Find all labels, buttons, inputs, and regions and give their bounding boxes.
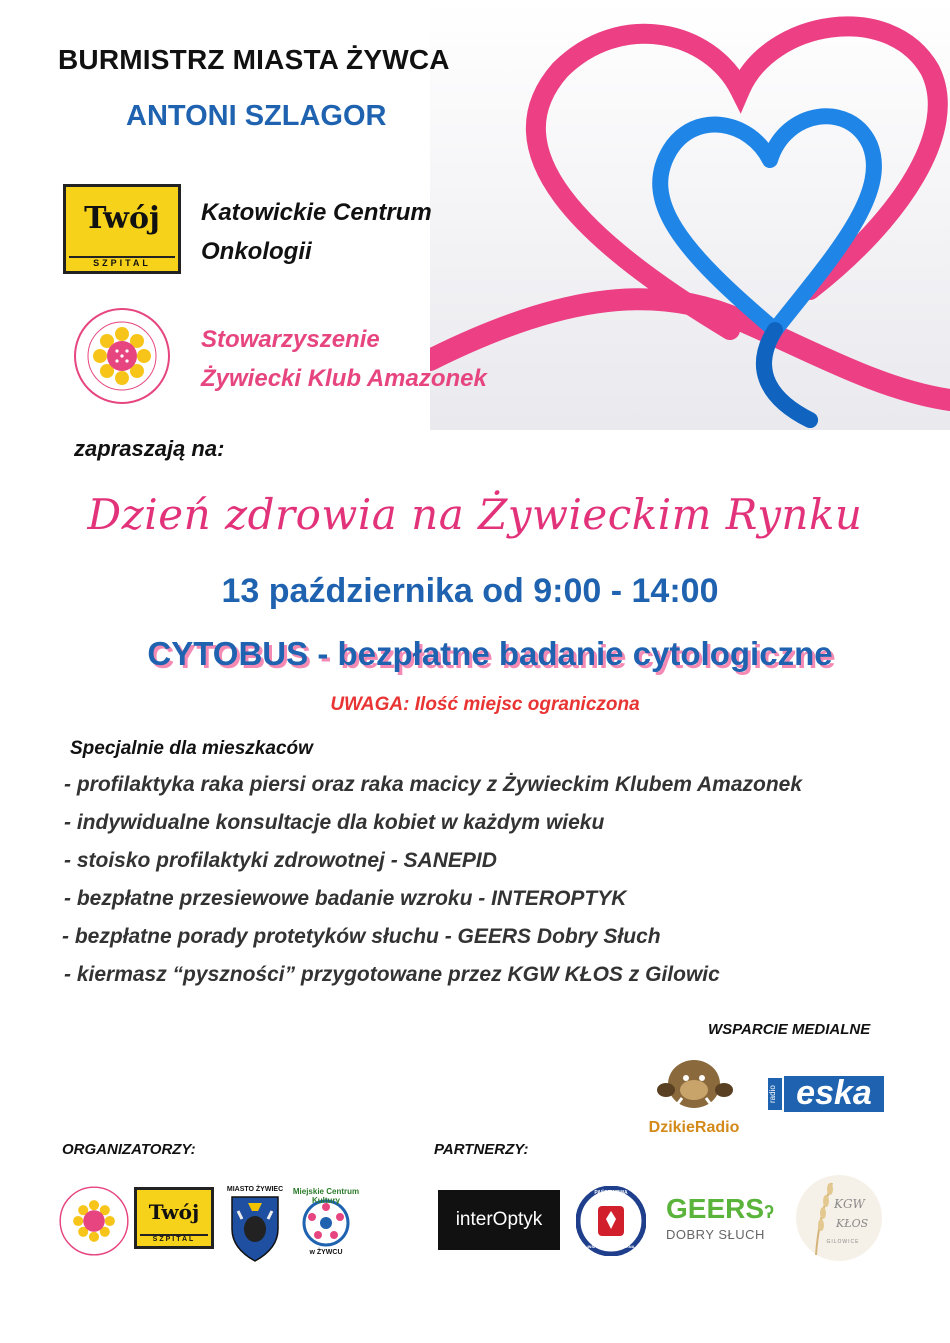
amazonki-name bbox=[201, 320, 487, 398]
twoj-szpital-logo bbox=[63, 184, 181, 274]
geers-logo bbox=[666, 1194, 784, 1244]
boar-icon bbox=[632, 1050, 756, 1114]
kgw-main: KGW bbox=[834, 1197, 865, 1211]
cytobus-headline: CYTOBUS - bezpłatne badanie cytologiczne bbox=[147, 635, 833, 672]
list-item: - bezpłatne porady protetyków słuchu - GEERS Dobry Słuch bbox=[62, 925, 661, 948]
geers-text bbox=[666, 1194, 784, 1227]
miasto-zywiec-label: MIASTO ŻYWIEC bbox=[226, 1186, 284, 1193]
kco-name bbox=[201, 193, 432, 271]
kgw-klos-logo bbox=[796, 1175, 882, 1261]
amazonki-name-line2: Żywiecki Klub Amazonek bbox=[201, 365, 487, 392]
geers-subtext: DOBRY SŁUCH bbox=[666, 1227, 765, 1242]
mck-text: Miejskie Centrum Kultury bbox=[292, 1187, 360, 1205]
interoptyk-text: interOptyk bbox=[455, 1209, 543, 1230]
amazonki-badge-logo bbox=[72, 306, 172, 406]
mck-city: w ŻYWCU bbox=[309, 1249, 343, 1256]
media-support-label: WSPARCIE MEDIALNE bbox=[708, 1021, 871, 1038]
sanepid-bottom-text: INSPEKCJA SANITARNA bbox=[587, 1244, 635, 1249]
amazonki-badge-footer bbox=[58, 1185, 130, 1257]
dzikie-radio-logo bbox=[632, 1050, 756, 1136]
geers-ear-icon: ʔ bbox=[764, 1202, 775, 1222]
mayor-name: ANTONI SZLAGOR bbox=[126, 100, 387, 132]
list-item: - bezpłatne przesiewowe badanie wzroku - INTEROPTYK bbox=[64, 887, 627, 910]
twoj-szpital-logo-footer bbox=[134, 1187, 214, 1249]
kgw-city: GILOWICE bbox=[826, 1239, 860, 1245]
warning-text: UWAGA: Ilość miejsc ograniczona bbox=[330, 694, 640, 715]
list-item: - profilaktyka raka piersi oraz raka macicy z Żywieckim Klubem Amazonek bbox=[64, 773, 803, 796]
sanepid-top-text: PAŃSTWOWA bbox=[594, 1190, 628, 1196]
mck-zywiec-logo bbox=[290, 1187, 362, 1259]
invite-text: zapraszają na: bbox=[74, 436, 225, 461]
sanepid-logo bbox=[576, 1186, 646, 1256]
dzikie-radio-text: DzikieRadio bbox=[648, 1119, 740, 1136]
program-intro: Specjalnie dla mieszkaców bbox=[70, 738, 313, 759]
interoptyk-logo bbox=[438, 1190, 560, 1250]
program-list bbox=[64, 770, 802, 998]
list-item: - indywidualne konsultacje dla kobiet w każdym wieku bbox=[64, 811, 605, 834]
organizers-label: ORGANIZATORZY: bbox=[62, 1141, 196, 1158]
twoj-logo-text: Twój bbox=[84, 201, 160, 236]
kgw-sub: KŁOS bbox=[836, 1217, 869, 1230]
mayor-heading: BURMISTRZ MIASTA ŻYWCA bbox=[58, 44, 450, 75]
kco-name-line2: Onkologii bbox=[201, 238, 312, 265]
event-title: Dzień zdrowia na Żywieckim Rynku bbox=[87, 490, 863, 539]
eska-radio-small: radio bbox=[768, 1078, 782, 1110]
list-item: - stoisko profilaktyki zdrowotnej - SANEPID bbox=[64, 849, 497, 872]
coat-of-arms-icon bbox=[222, 1193, 288, 1263]
geers-main: GEERS bbox=[666, 1193, 765, 1224]
event-date: 13 października od 9:00 - 14:00 bbox=[221, 572, 719, 610]
twoj-logo-text-footer: Twój bbox=[148, 1200, 200, 1224]
eska-text: eska bbox=[784, 1076, 884, 1112]
list-item: - kiermasz “pyszności” przygotowane przez KGW KŁOS z Gilowic bbox=[64, 963, 720, 986]
twoj-logo-subtext-footer: SZPITAL bbox=[140, 1234, 208, 1243]
ribbon-heart-illustration bbox=[430, 0, 950, 430]
twoj-logo-subtext: SZPITAL bbox=[69, 256, 175, 268]
partners-label: PARTNERZY: bbox=[434, 1141, 529, 1158]
miasto-zywiec-logo bbox=[222, 1186, 288, 1266]
amazonki-name-line1: Stowarzyszenie bbox=[201, 326, 380, 353]
radio-eska-logo bbox=[768, 1076, 884, 1112]
kco-name-line1: Katowickie Centrum bbox=[201, 199, 432, 226]
